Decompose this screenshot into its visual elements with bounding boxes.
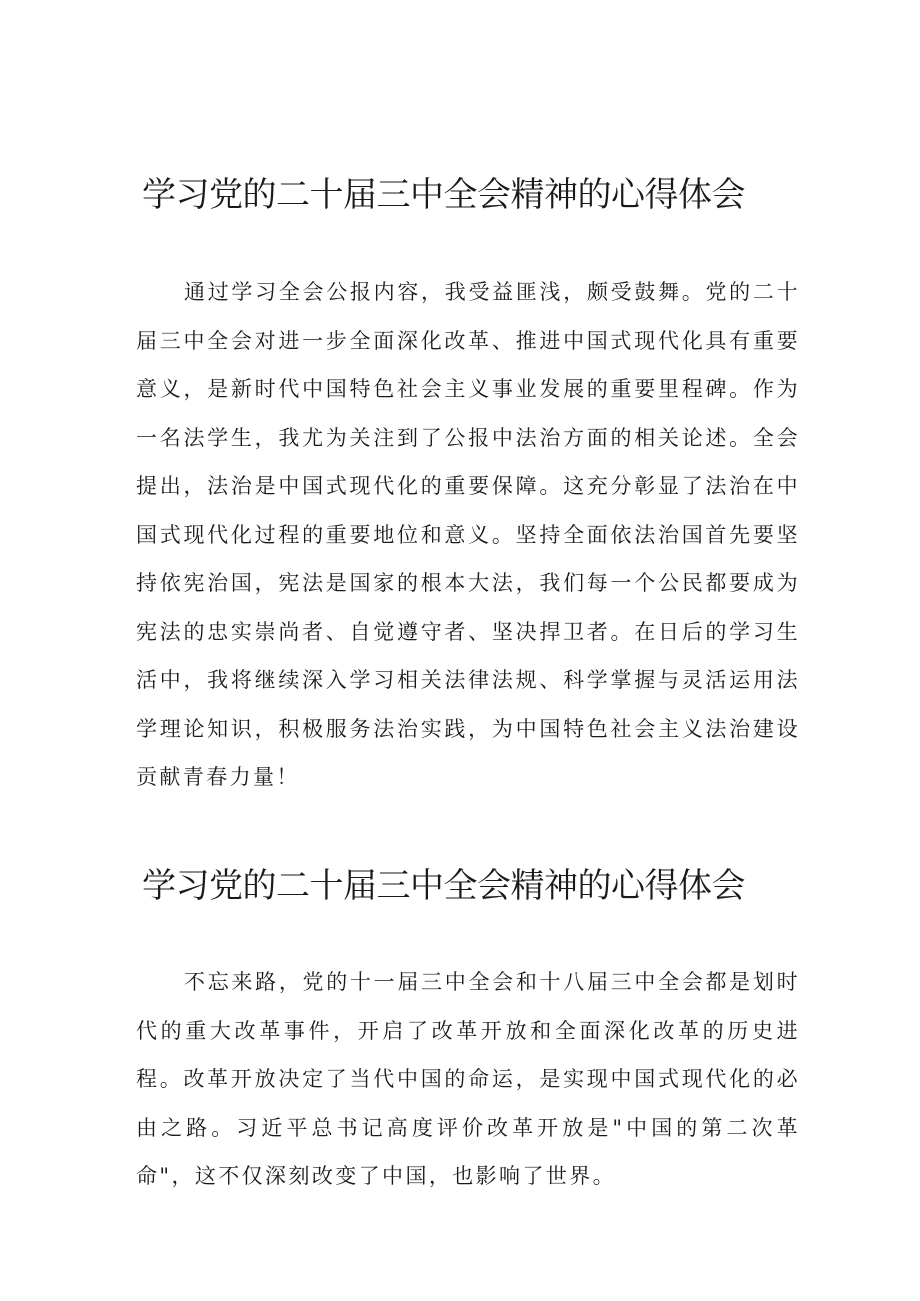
section-1-title: 学习党的二十届三中全会精神的心得体会	[142, 175, 745, 215]
section-1-body: 通过学习全会公报内容，我受益匪浅，颇受鼓舞。党的二十届三中全会对进一步全面深化改革、推进中国式现代化具有重要意义，是新时代中国特色社会主义事业发展的重要里程碑。作为一名法学生，我尤为关注到了公报中法治方面的相关论述。全会提出，法治是中国式现代化的重要保障。这充分彰显了法治在中国式现代化过程的重要地位和意义。坚持全面依法治国首先要坚持依宪治国，宪法是国家的根本大法，我们每一个公民都要成为宪法的忠实崇尚者、自觉遵守者、坚决捍卫者。在日后的学习生活中，我将继续深入学习相关法律法规、科学掌握与灵活运用法学理论知识，积极服务法治实践，为中国特色社会主义法治建设贡献青春力量！	[136, 280, 800, 789]
section-2-body: 不忘来路，党的十一届三中全会和十八届三中全会都是划时代的重大改革事件，开启了改革开放和全面深化改革的历史进程。改革开放决定了当代中国的命运，是实现中国式现代化的必由之路。习近平总书记高度评价改革开放是"中国的第二次革命"，这不仅深刻改变了中国，也影响了世界。	[136, 970, 800, 1188]
section-2-title: 学习党的二十届三中全会精神的心得体会	[142, 866, 745, 906]
